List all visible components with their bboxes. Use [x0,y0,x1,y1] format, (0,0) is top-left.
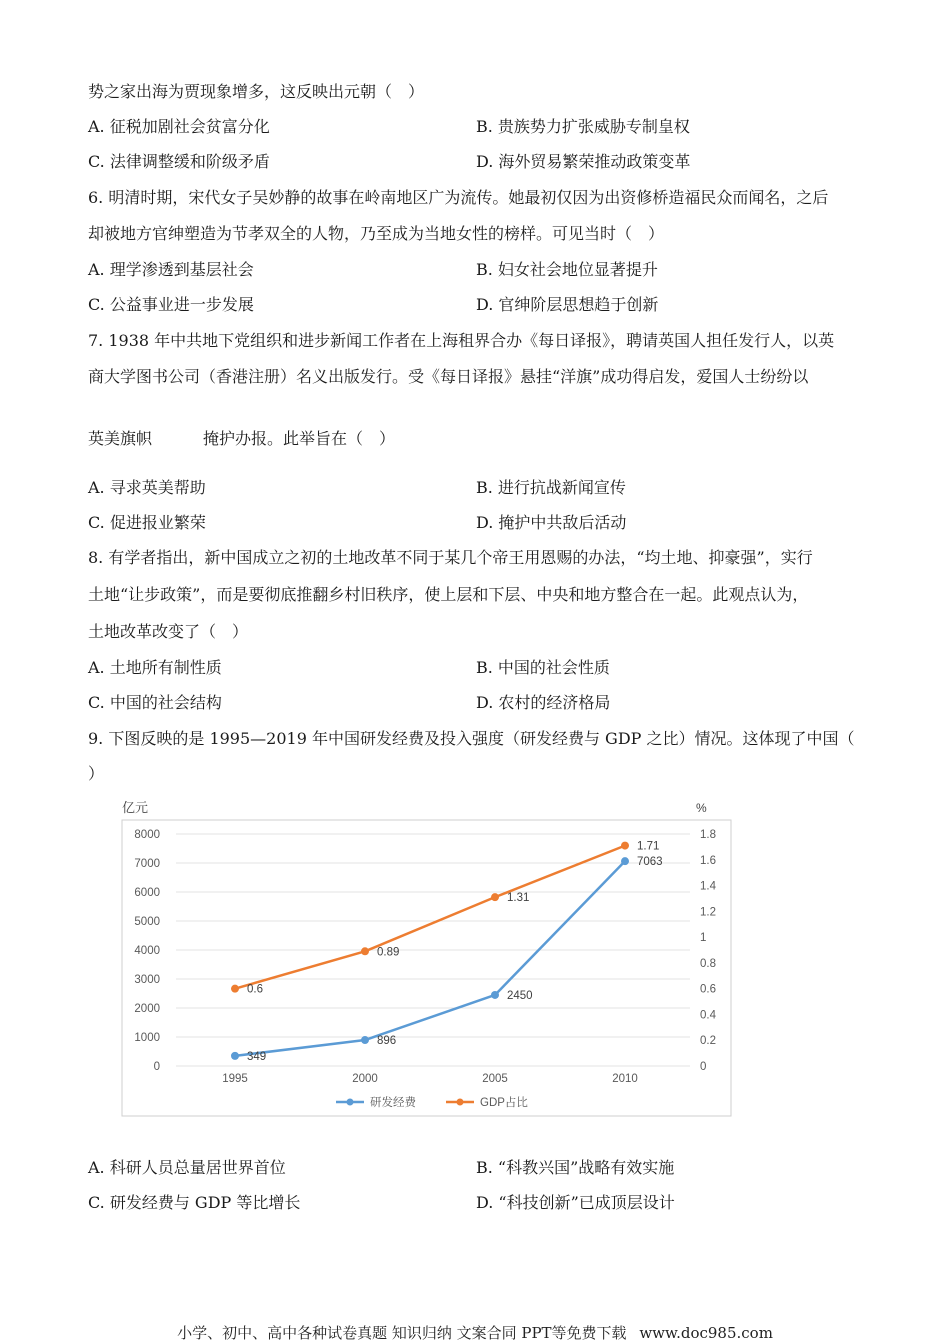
q8-option-c: C. 中国的社会结构 [88,693,222,712]
data-label: 1.31 [507,892,530,905]
data-label: 896 [377,1035,397,1048]
data-label: 1.71 [637,840,660,853]
x-tick-label: 2005 [482,1073,508,1085]
q7-option-c: C. 促进报业繁荣 [88,513,206,532]
legend-label: 研发经费 [370,1097,416,1109]
y-left-tick-label: 6000 [134,887,160,899]
legend-swatch-dot [347,1099,354,1106]
q6-option-c: C. 公益事业进一步发展 [88,295,254,314]
y-left-axis-label: 亿元 [122,800,149,815]
y-right-tick-label: 1.2 [700,906,716,919]
page-footer [0,1324,950,1342]
data-point [621,857,629,865]
data-label: 349 [247,1050,267,1063]
q6-stem-line2: 却被地方官绅塑造为节孝双全的人物，乃至成为当地女性的榜样。可见当时（ ） [88,224,665,243]
q7-stem-line1: 7. 1938 年中共地下党组织和进步新闻工作者在上海租界合办《每日译报》，聘请英国人担任发行人，以英 [88,331,835,350]
q7-option-a: A. 寻求英美帮助 [88,478,206,497]
q8-stem-line2: 土地“让步政策”，而是要彻底推翻乡村旧秩序，使上层和下层、中央和地方整合在一起。此观点认为， [88,585,809,604]
y-right-tick-label: 1 [700,932,707,945]
data-point [231,985,239,993]
y-right-tick-label: 1.4 [700,880,716,893]
y-left-tick-label: 7000 [134,858,160,870]
q5-option-b: B. 贵族势力扩张威胁专制皇权 [476,117,690,136]
q8-option-a: A. 土地所有制性质 [88,658,222,677]
q9-stem-line1: 9. 下图反映的是 1995—2019 年中国研发经费及投入强度（研发经费与 GDP 之比）情况。这体现了中国（ [88,729,855,748]
q8-option-d: D. 农村的经济格局 [476,693,611,712]
q5-stem-tail: 势之家出海为贾现象增多，这反映出元朝（ ） [88,82,425,101]
q8-stem-line3: 土地改革改变了（ ） [88,622,249,641]
data-point [491,893,499,901]
data-point [621,842,629,850]
footer-text: 小学、初中、高中各种试卷真题 知识归纳 文案合同 PPT等免费下载 [177,1324,627,1342]
y-left-tick-label: 1000 [134,1032,160,1044]
y-right-tick-label: 0.2 [700,1035,716,1048]
x-tick-label: 2010 [612,1073,638,1085]
q7-option-b: B. 进行抗战新闻宣传 [476,478,626,497]
legend-swatch-dot [457,1099,464,1106]
q7-stem-line3-part1: 英美旗帜 [88,429,153,448]
q9-option-c: C. 研发经费与 GDP 等比增长 [88,1193,301,1212]
q5-option-c: C. 法律调整缓和阶级矛盾 [88,152,270,171]
q5-option-d: D. 海外贸易繁荣推动政策变革 [476,152,691,171]
data-label: 0.89 [377,946,400,959]
data-label: 2450 [507,989,533,1002]
q6-stem-line1: 6. 明清时期，宋代女子吴妙静的故事在岭南地区广为流传。她最初仅因为出资修桥造福民众而闻名，之后 [88,188,829,207]
q6-option-b: B. 妇女社会地位显著提升 [476,260,658,279]
data-point [491,991,499,999]
x-tick-label: 2000 [352,1073,378,1085]
x-tick-label: 1995 [222,1073,248,1085]
y-left-tick-label: 8000 [134,829,160,841]
y-right-tick-label: 0.4 [700,1009,716,1022]
y-right-tick-label: 1.6 [700,854,716,867]
q9-option-d: D. “科技创新”已成顶层设计 [476,1193,675,1212]
y-right-tick-label: 0 [700,1061,707,1073]
data-point [361,947,369,955]
q5-option-a: A. 征税加剧社会贫富分化 [88,117,270,136]
q9-option-a: A. 科研人员总量居世界首位 [88,1158,286,1177]
y-right-tick-label: 1.8 [700,829,716,841]
q8-option-b: B. 中国的社会性质 [476,658,610,677]
y-left-tick-label: 2000 [134,1003,160,1015]
y-left-tick-label: 3000 [134,974,160,986]
q9-option-b: B. “科教兴国”战略有效实施 [476,1158,675,1177]
q6-option-d: D. 官绅阶层思想趋于创新 [476,295,659,314]
q6-option-a: A. 理学渗透到基层社会 [88,260,254,279]
rd-funding-chart [118,798,734,1124]
data-label: 7063 [637,856,663,869]
y-left-tick-label: 4000 [134,945,160,957]
y-right-axis-label: % [696,801,707,815]
legend-label: GDP占比 [480,1097,528,1109]
q7-option-d: D. 掩护中共敌后活动 [476,513,627,532]
q9-stem-line2: ） [88,764,105,783]
y-right-tick-label: 0.6 [700,983,716,996]
y-left-tick-label: 0 [153,1061,160,1073]
q7-stem-line2: 商大学图书公司（香港注册）名义出版发行。受《每日译报》悬挂“洋旗”成功得启发，爱国人士纷纷以 [88,367,809,386]
y-right-tick-label: 0.8 [700,957,716,970]
footer-site-link[interactable]: www.doc985.com [639,1324,773,1342]
y-left-tick-label: 5000 [134,916,160,928]
data-point [231,1052,239,1060]
q8-stem-line1: 8. 有学者指出，新中国成立之初的土地改革不同于某几个帝王用恩赐的办法，“均土地、抑豪强”，实行 [88,548,813,567]
q7-stem-line3-part2: 掩护办报。此举旨在（ ） [203,429,396,448]
data-label: 0.6 [247,983,263,996]
data-point [361,1036,369,1044]
